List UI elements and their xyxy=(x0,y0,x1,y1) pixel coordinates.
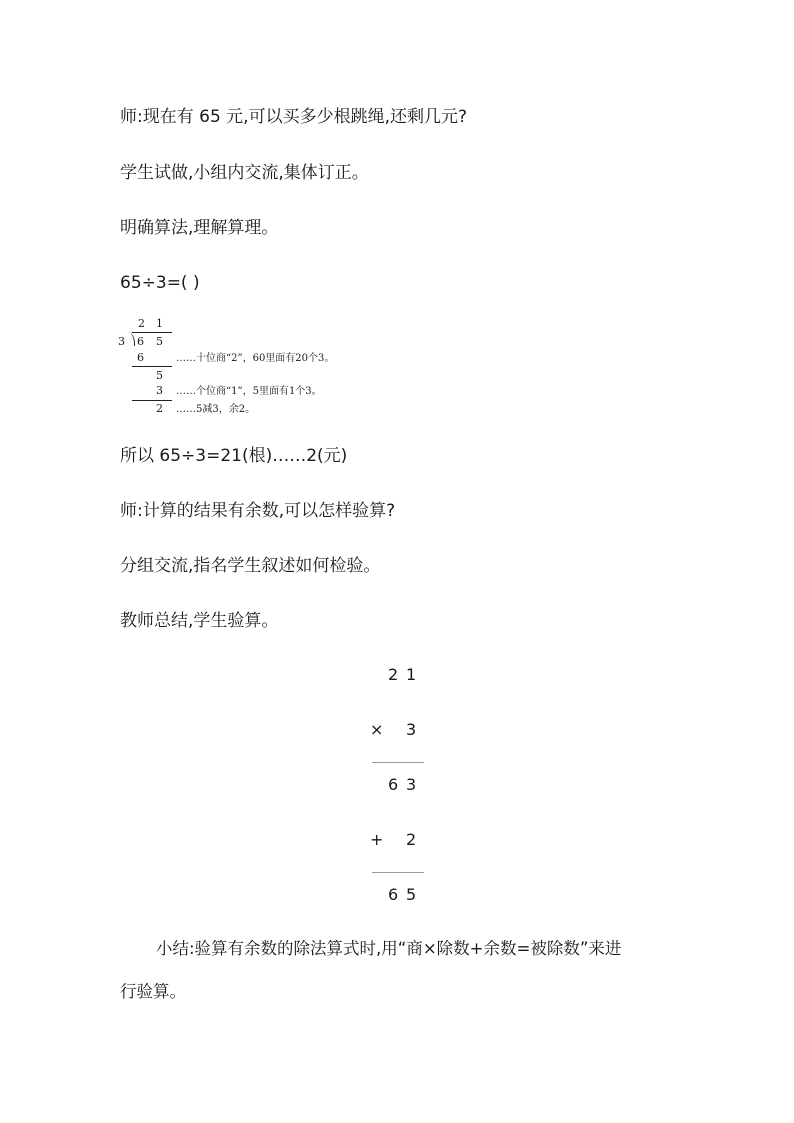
remainder-value: 2 xyxy=(156,402,163,415)
rule-2 xyxy=(372,872,424,873)
step3-note: ……5减3，余2。 xyxy=(176,404,256,415)
step1-note: ……十位商“2”，60里面有20个3。 xyxy=(176,353,335,364)
step1-underline xyxy=(132,366,172,367)
row4-ones: 2 xyxy=(406,830,417,849)
paragraph-equation: 65÷3=( ) xyxy=(120,273,200,293)
row5-tens: 6 xyxy=(388,885,399,904)
step2-underline xyxy=(132,400,172,401)
vertical-check-calculation xyxy=(360,655,440,915)
step2-value: 3 xyxy=(156,384,163,397)
paragraph-teacher-summary: 教师总结,学生验算。 xyxy=(120,611,279,631)
division-bar xyxy=(132,332,172,333)
paragraph-result: 所以 65÷3=21(根)……2(元) xyxy=(120,446,348,466)
step1-value: 6 xyxy=(137,351,144,364)
paragraph-teacher-check-question: 师:计算的结果有余数,可以怎样验算? xyxy=(120,501,396,521)
paragraph-student-try: 学生试做,小组内交流,集体订正。 xyxy=(120,163,369,183)
paragraph-summary-line-2: 行验算。 xyxy=(120,982,186,1001)
row5-ones: 5 xyxy=(406,885,417,904)
paragraph-group-discuss: 分组交流,指名学生叙述如何检验。 xyxy=(120,556,381,576)
division-bracket xyxy=(128,332,135,346)
row3-tens: 6 xyxy=(388,775,399,794)
divisor: 3 xyxy=(118,335,125,348)
dividend-tens: 6 xyxy=(137,335,144,348)
quotient-tens: 2 xyxy=(138,317,145,330)
times-sign: × xyxy=(370,720,384,739)
row1-ones: 1 xyxy=(406,665,417,684)
rule-1 xyxy=(372,762,424,763)
paragraph-clarify-method: 明确算法,理解算理。 xyxy=(120,218,279,238)
paragraph-summary-line-1: 小结:验算有余数的除法算式时,用“商×除数+余数=被除数”来进 xyxy=(156,939,622,958)
step2-note: ……个位商“1”，5里面有1个3。 xyxy=(176,386,322,397)
quotient-ones: 1 xyxy=(156,317,163,330)
row3-ones: 3 xyxy=(406,775,417,794)
row1-tens: 2 xyxy=(388,665,399,684)
bring-down-value: 5 xyxy=(156,369,163,382)
dividend-ones: 5 xyxy=(156,335,163,348)
plus-sign: + xyxy=(370,830,384,849)
row2-ones: 3 xyxy=(406,720,417,739)
paragraph-teacher-question: 师:现在有 65 元,可以买多少根跳绳,还剩几元? xyxy=(120,107,467,127)
long-division-figure xyxy=(116,314,396,424)
